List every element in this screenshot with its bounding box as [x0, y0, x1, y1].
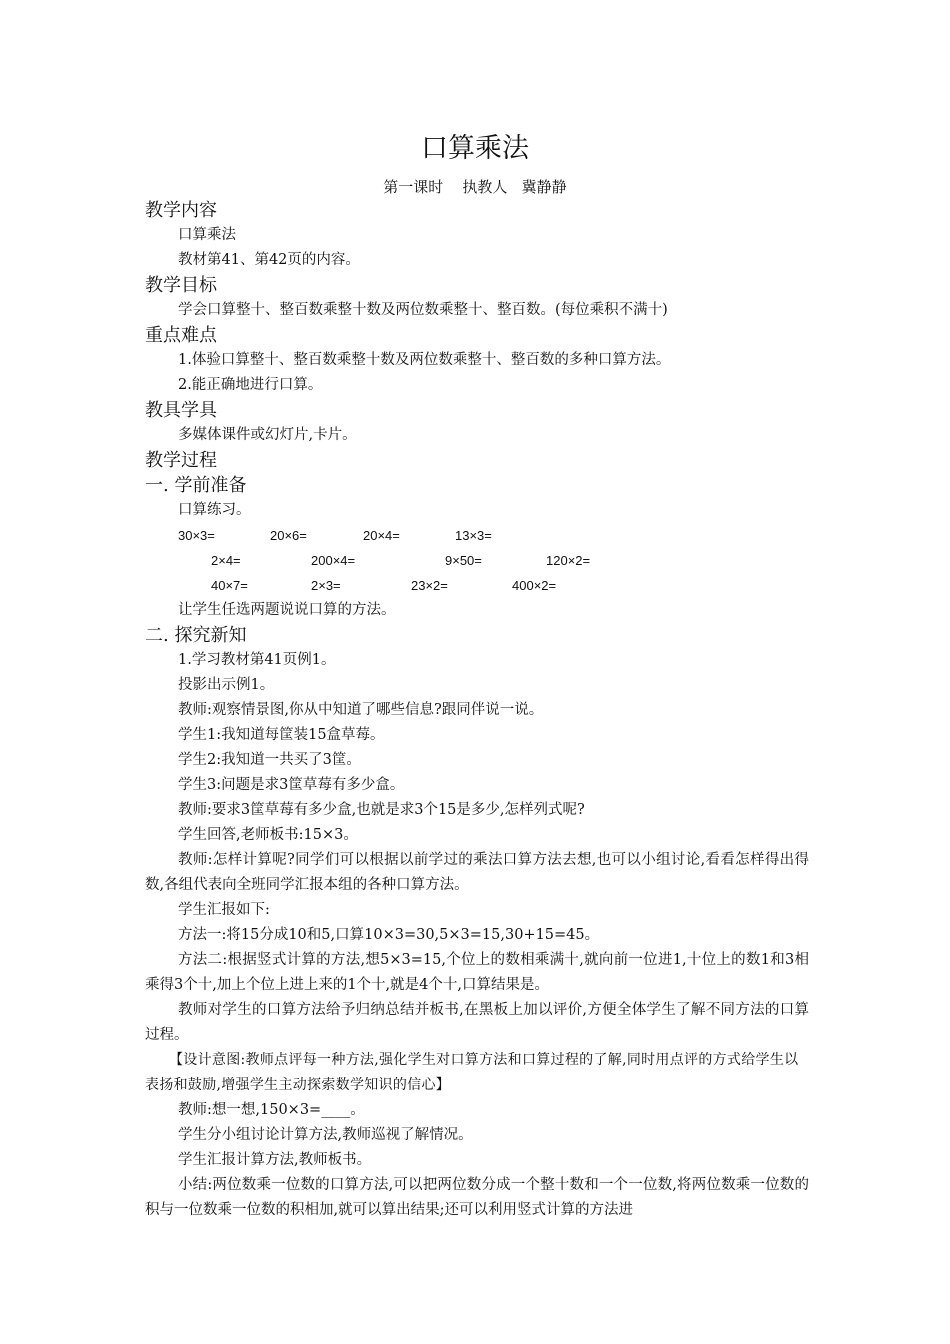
paragraph: 学生汇报计算方法,教师板书。 [178, 1152, 372, 1168]
paragraph: 学生1:我知道每筐装15盒草莓。 [178, 727, 385, 743]
section-heading: 教学目标 [145, 275, 217, 296]
paragraph: 学生3:问题是求3筐草莓有多少盒。 [178, 777, 405, 793]
design-intent-note: 【设计意图:教师点评每一种方法,强化学生对口算方法和口算过程的了解,同时用点评的方式给学生以表扬和鼓励,增强学生主动探索数学知识的信心】 [145, 1052, 799, 1093]
paragraph: 教材第41、第42页的内容。 [178, 252, 360, 268]
drill-item: 120×2= [546, 553, 591, 568]
paragraph: 学生汇报如下: [178, 902, 270, 918]
drill-row [145, 548, 809, 573]
paragraph: 教师:观察情景图,你从中知道了哪些信息?跟同伴说一说。 [178, 702, 544, 718]
paragraph: 教师对学生的口算方法给予归纳总结并板书,在黑板上加以评价,方便全体学生了解不同方法的口算过程。 [145, 1002, 809, 1043]
paragraph: 学生2:我知道一共买了3筐。 [178, 752, 361, 768]
paragraph: 口算乘法 [178, 227, 236, 243]
section-heading: 教学过程 [145, 450, 217, 471]
paragraph: 学会口算整十、整百数乘整十数及两位数乘整十、整百数。(每位乘积不满十) [178, 302, 668, 318]
page-subtitle: 第一课时 执教人 冀静静 [383, 178, 567, 196]
paragraph: 教师:想一想,150×3=____。 [178, 1102, 365, 1118]
paragraph: 教师:要求3筐草莓有多少盒,也就是求3个15是多少,怎样列式呢? [178, 802, 585, 818]
drill-item: 400×2= [512, 578, 557, 593]
drill-item: 2×3= [311, 578, 341, 593]
drill-item: 30×3= [178, 528, 215, 543]
paragraph: 让学生任选两题说说口算的方法。 [178, 602, 396, 618]
paragraph: 教师:怎样计算呢?同学们可以根据以前学过的乘法口算方法去想,也可以小组讨论,看看怎样得出得数,各组代表向全班同学汇报本组的各种口算方法。 [145, 852, 809, 893]
document-body [145, 198, 809, 1223]
paragraph: 学生回答,老师板书:15×3。 [178, 827, 358, 843]
subsection-heading: 二. 探究新知 [145, 625, 247, 646]
paragraph: 学生分小组讨论计算方法,教师巡视了解情况。 [178, 1127, 473, 1143]
drill-row [145, 523, 809, 548]
drill-item: 200×4= [311, 553, 356, 568]
subsection-heading: 一. 学前准备 [145, 475, 247, 496]
paragraph: 1.学习教材第41页例1。 [178, 652, 336, 668]
paragraph: 小结:两位数乘一位数的口算方法,可以把两位数分成一个整十数和一个一位数,将两位数乘一位数的积与一位数乘一位数的积相加,就可以算出结果;还可以利用竖式计算的方法进 [145, 1177, 809, 1218]
paragraph: 投影出示例1。 [178, 677, 275, 693]
section-heading: 教学内容 [145, 200, 217, 221]
paragraph: 多媒体课件或幻灯片,卡片。 [178, 427, 357, 443]
drill-row [145, 573, 809, 598]
drill-item: 2×4= [211, 553, 241, 568]
paragraph: 1.体验口算整十、整百数乘整十数及两位数乘整十、整百数的多种口算方法。 [178, 352, 671, 368]
drill-item: 9×50= [445, 553, 482, 568]
paragraph: 方法一:将15分成10和5,口算10×3=30,5×3=15,30+15=45。 [178, 927, 600, 943]
paragraph: 方法二:根据竖式计算的方法,想5×3=15,个位上的数相乘满十,就向前一位进1,十位上的数1和3相乘得3个十,加上个位上进上来的1个十,就是4个十,口算结果是。 [145, 952, 809, 993]
paragraph: 2.能正确地进行口算。 [178, 377, 323, 393]
drill-item: 13×3= [455, 528, 492, 543]
drill-item: 40×7= [211, 578, 248, 593]
drill-item: 23×2= [411, 578, 448, 593]
page-title: 口算乘法 [421, 133, 529, 164]
section-heading: 重点难点 [145, 325, 217, 346]
section-heading: 教具学具 [145, 400, 217, 421]
drill-item: 20×4= [363, 528, 400, 543]
paragraph: 口算练习。 [178, 502, 251, 518]
drill-item: 20×6= [270, 528, 307, 543]
